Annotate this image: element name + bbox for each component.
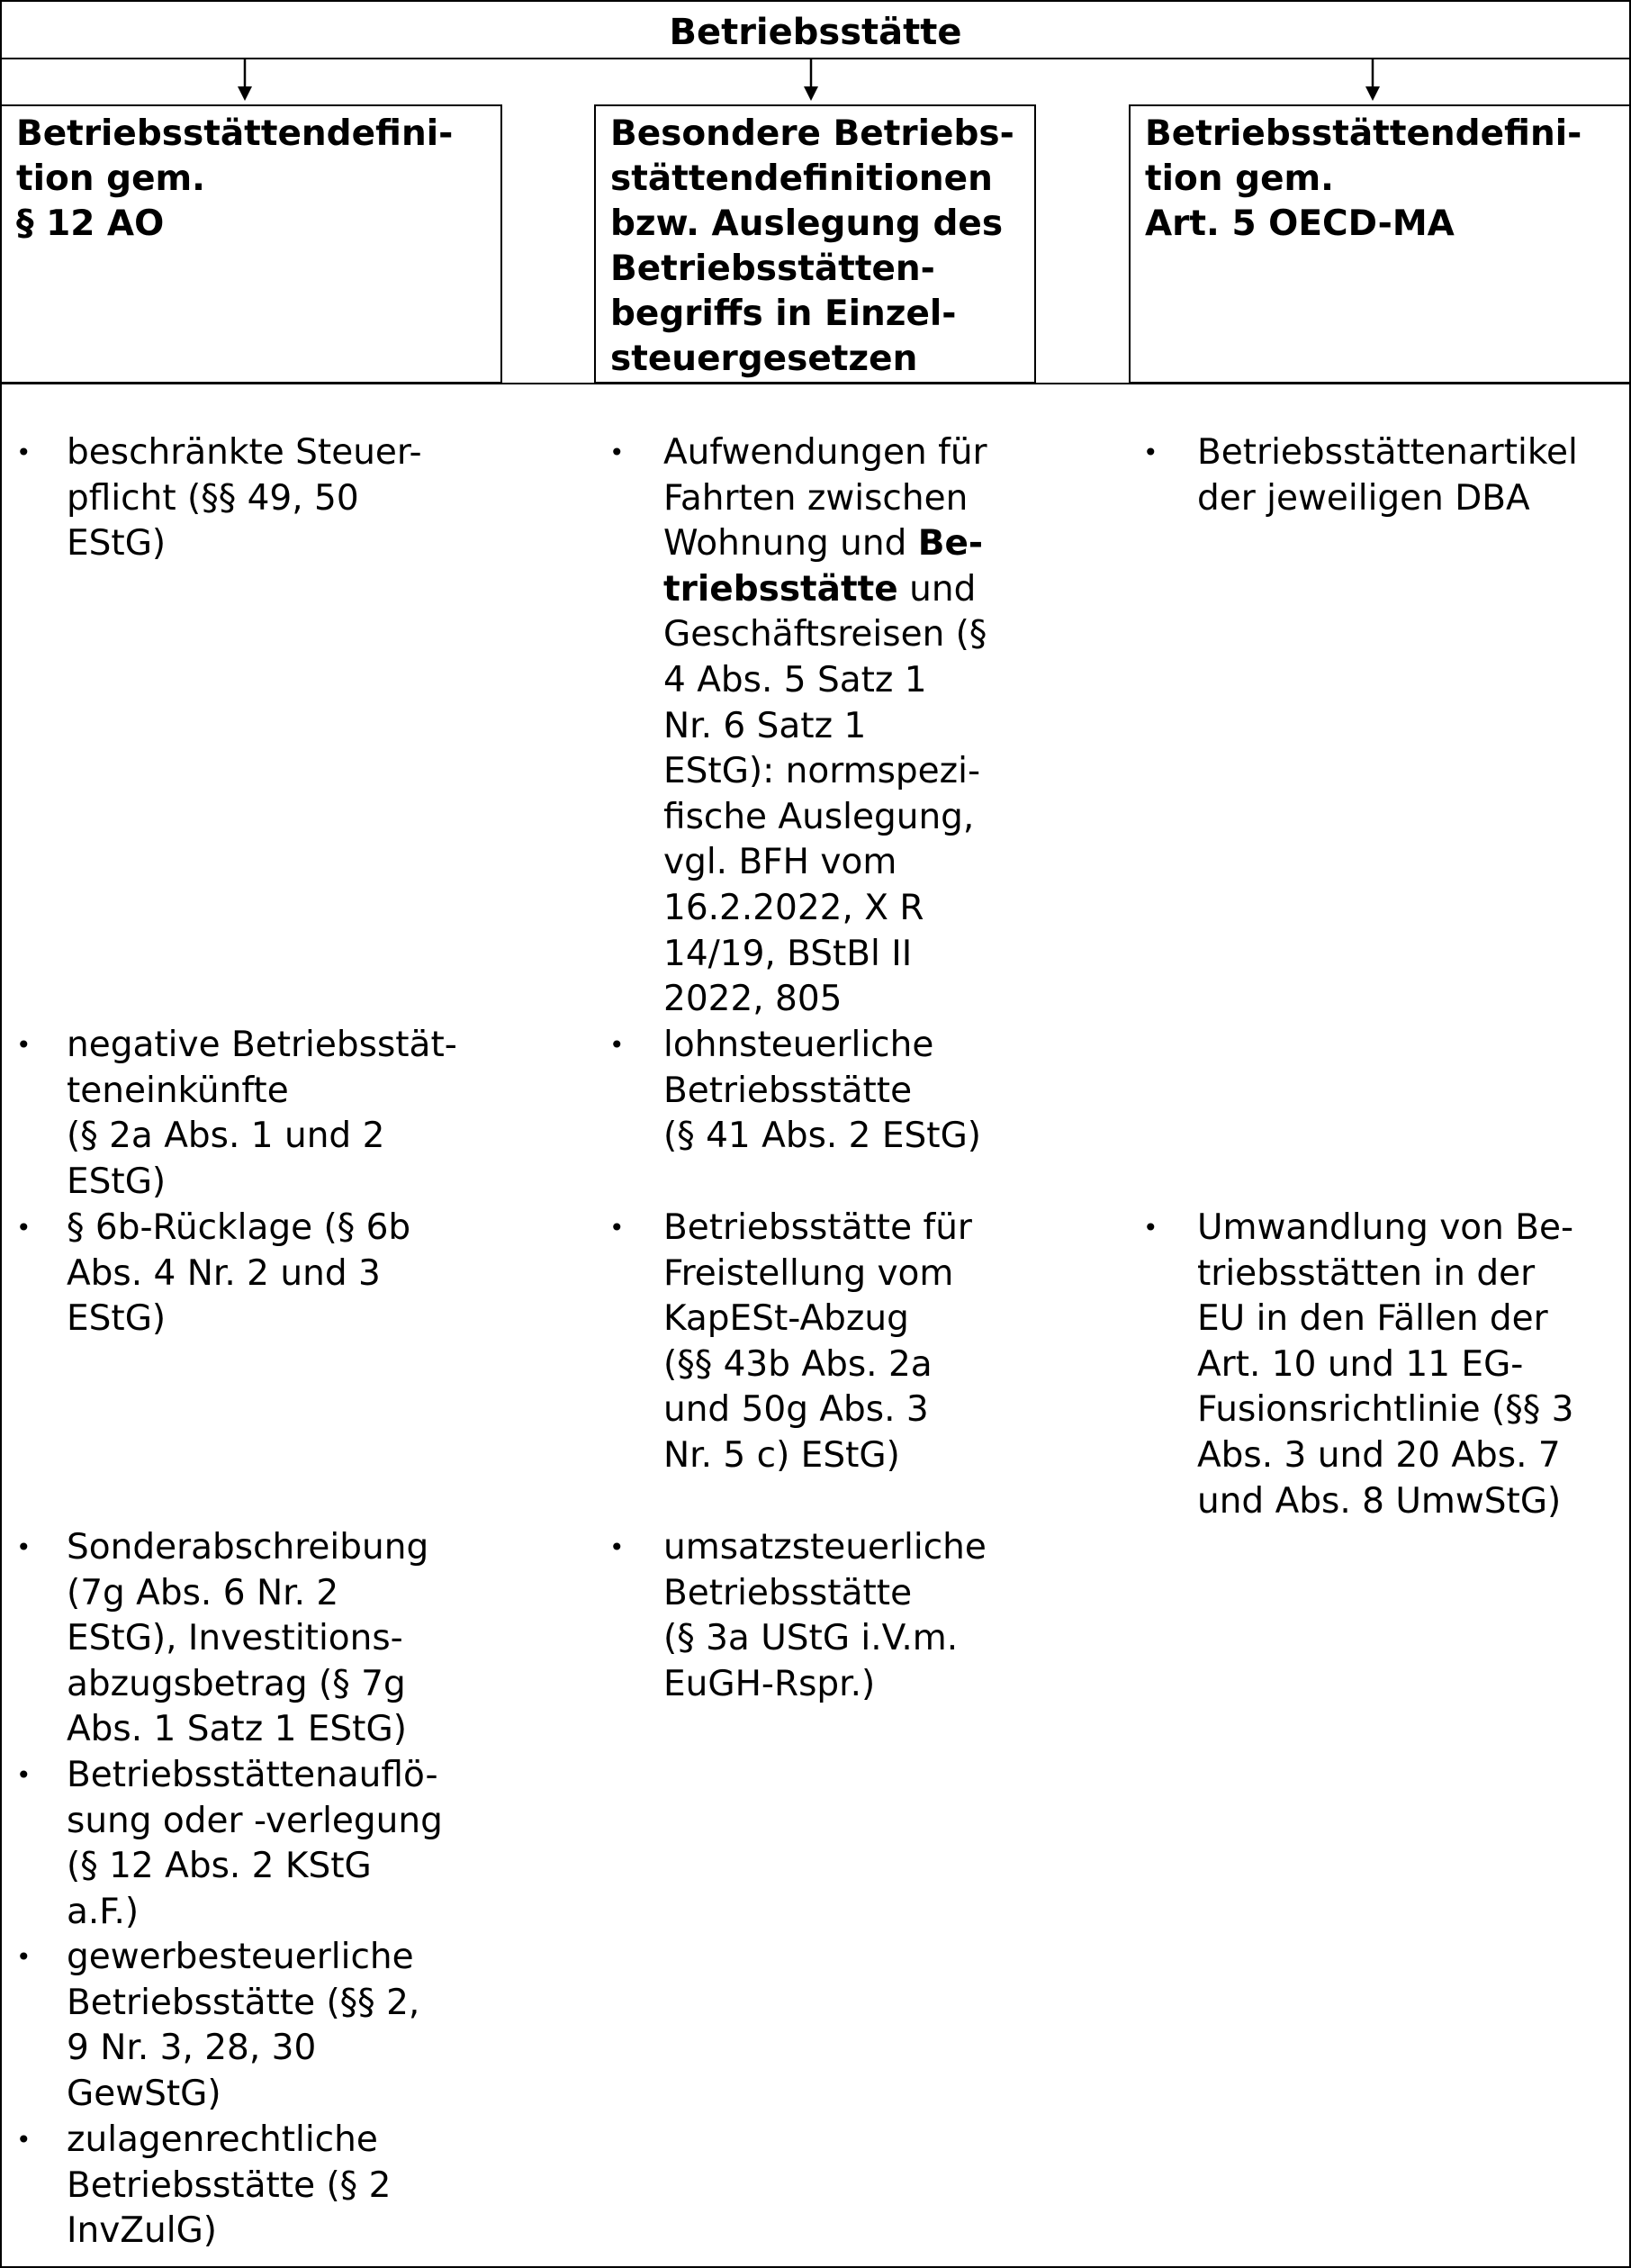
arrow-down-icon [1362, 59, 1383, 101]
box-label: Betriebsstättendefini- tion gem. Art. 5 OECD-MA [1145, 113, 1582, 244]
bullet-icon: • [609, 1213, 625, 1242]
box-ao-definition [0, 104, 502, 384]
item-text: Sonderabschreibung (7g Abs. 6 Nr. 2 EStG), Investitions- abzugsbetrag (§ 7g Abs. 1 Satz 1 EStG) [67, 1527, 429, 1750]
item-text: Betriebsstättenauflö- sung oder -verlegung (§ 12 Abs. 2 KStG a.F.) [67, 1755, 443, 1932]
bullet-icon: • [16, 1532, 32, 1562]
arrow-down-icon [234, 59, 256, 101]
box-einzelsteuergesetze [594, 104, 1036, 384]
bullet-icon: • [16, 1760, 32, 1790]
bullet-icon: • [609, 1030, 625, 1060]
item-text: Umwandlung von Be- triebsstätten in der EU in den Fällen der Art. 10 und 11 EG- Fusionsrichtlinie (§§ 3 Abs. 3 und 20 Abs. 7 und Abs. 8 UmwStG) [1197, 1207, 1574, 1522]
box-label: Betriebsstättendefini- tion gem. § 12 AO [16, 113, 454, 244]
item-text-part: und Geschäftsreisen (§ 4 Abs. 5 Satz 1 Nr. 6 Satz 1 EStG): normspezi- fische Auslegung, vgl. BFH vom 16.2.2022, X R 14/19, BStBl II 2022, 805 [663, 568, 987, 1020]
bullet-icon: • [16, 1213, 32, 1242]
item-text: zulagenrechtliche Betriebsstätte (§ 2 InvZulG) [67, 2119, 392, 2252]
bullet-icon: • [609, 1532, 625, 1562]
box-oecd-definition [1129, 104, 1631, 384]
item-text: beschränkte Steuer- pflicht (§§ 49, 50 EStG) [67, 432, 422, 565]
item-text: § 6b-Rücklage (§ 6b Abs. 4 Nr. 2 und 3 EStG) [67, 1207, 411, 1340]
bullet-icon: • [16, 438, 32, 467]
item-text: negative Betriebsstät- teneinkünfte (§ 2a Abs. 1 und 2 EStG) [67, 1025, 457, 1202]
bullet-icon: • [16, 1942, 32, 1972]
bullet-icon: • [1143, 438, 1158, 467]
item-text-bold: Be- triebsstätte [663, 523, 984, 610]
arrow-down-icon [800, 59, 822, 101]
diagram-title: Betriebsstätte [669, 12, 962, 53]
bullet-icon: • [609, 438, 625, 467]
item-text: lohnsteuerliche Betriebsstätte (§ 41 Abs. 2 EStG) [663, 1025, 982, 1157]
box-label: Besondere Betriebs- stättendefinitionen bzw. Auslegung des Betriebsstätten- begriffs in Einzel- steuergesetzen [610, 113, 1014, 379]
bullet-icon: • [16, 1030, 32, 1060]
bullet-icon: • [1143, 1213, 1158, 1242]
item-text: gewerbesteuerliche Betriebsstätte (§§ 2, 9 Nr. 3, 28, 30 GewStG) [67, 1937, 420, 2114]
item-text: umsatzsteuerliche Betriebsstätte (§ 3a UStG i.V.m. EuGH-Rspr.) [663, 1527, 987, 1704]
list-item [609, 430, 1059, 1025]
bullet-icon: • [16, 2125, 32, 2155]
item-text [663, 430, 987, 1023]
item-text: Betriebsstättenartikel der jeweiligen DBA [1197, 432, 1578, 519]
item-text: Betriebsstätte für Freistellung vom KapESt-Abzug (§§ 43b Abs. 2a und 50g Abs. 3 Nr. 5 c) EStG) [663, 1207, 972, 1476]
item-text-part: Aufwendungen für Fahrten zwischen Wohnung und [663, 432, 987, 565]
